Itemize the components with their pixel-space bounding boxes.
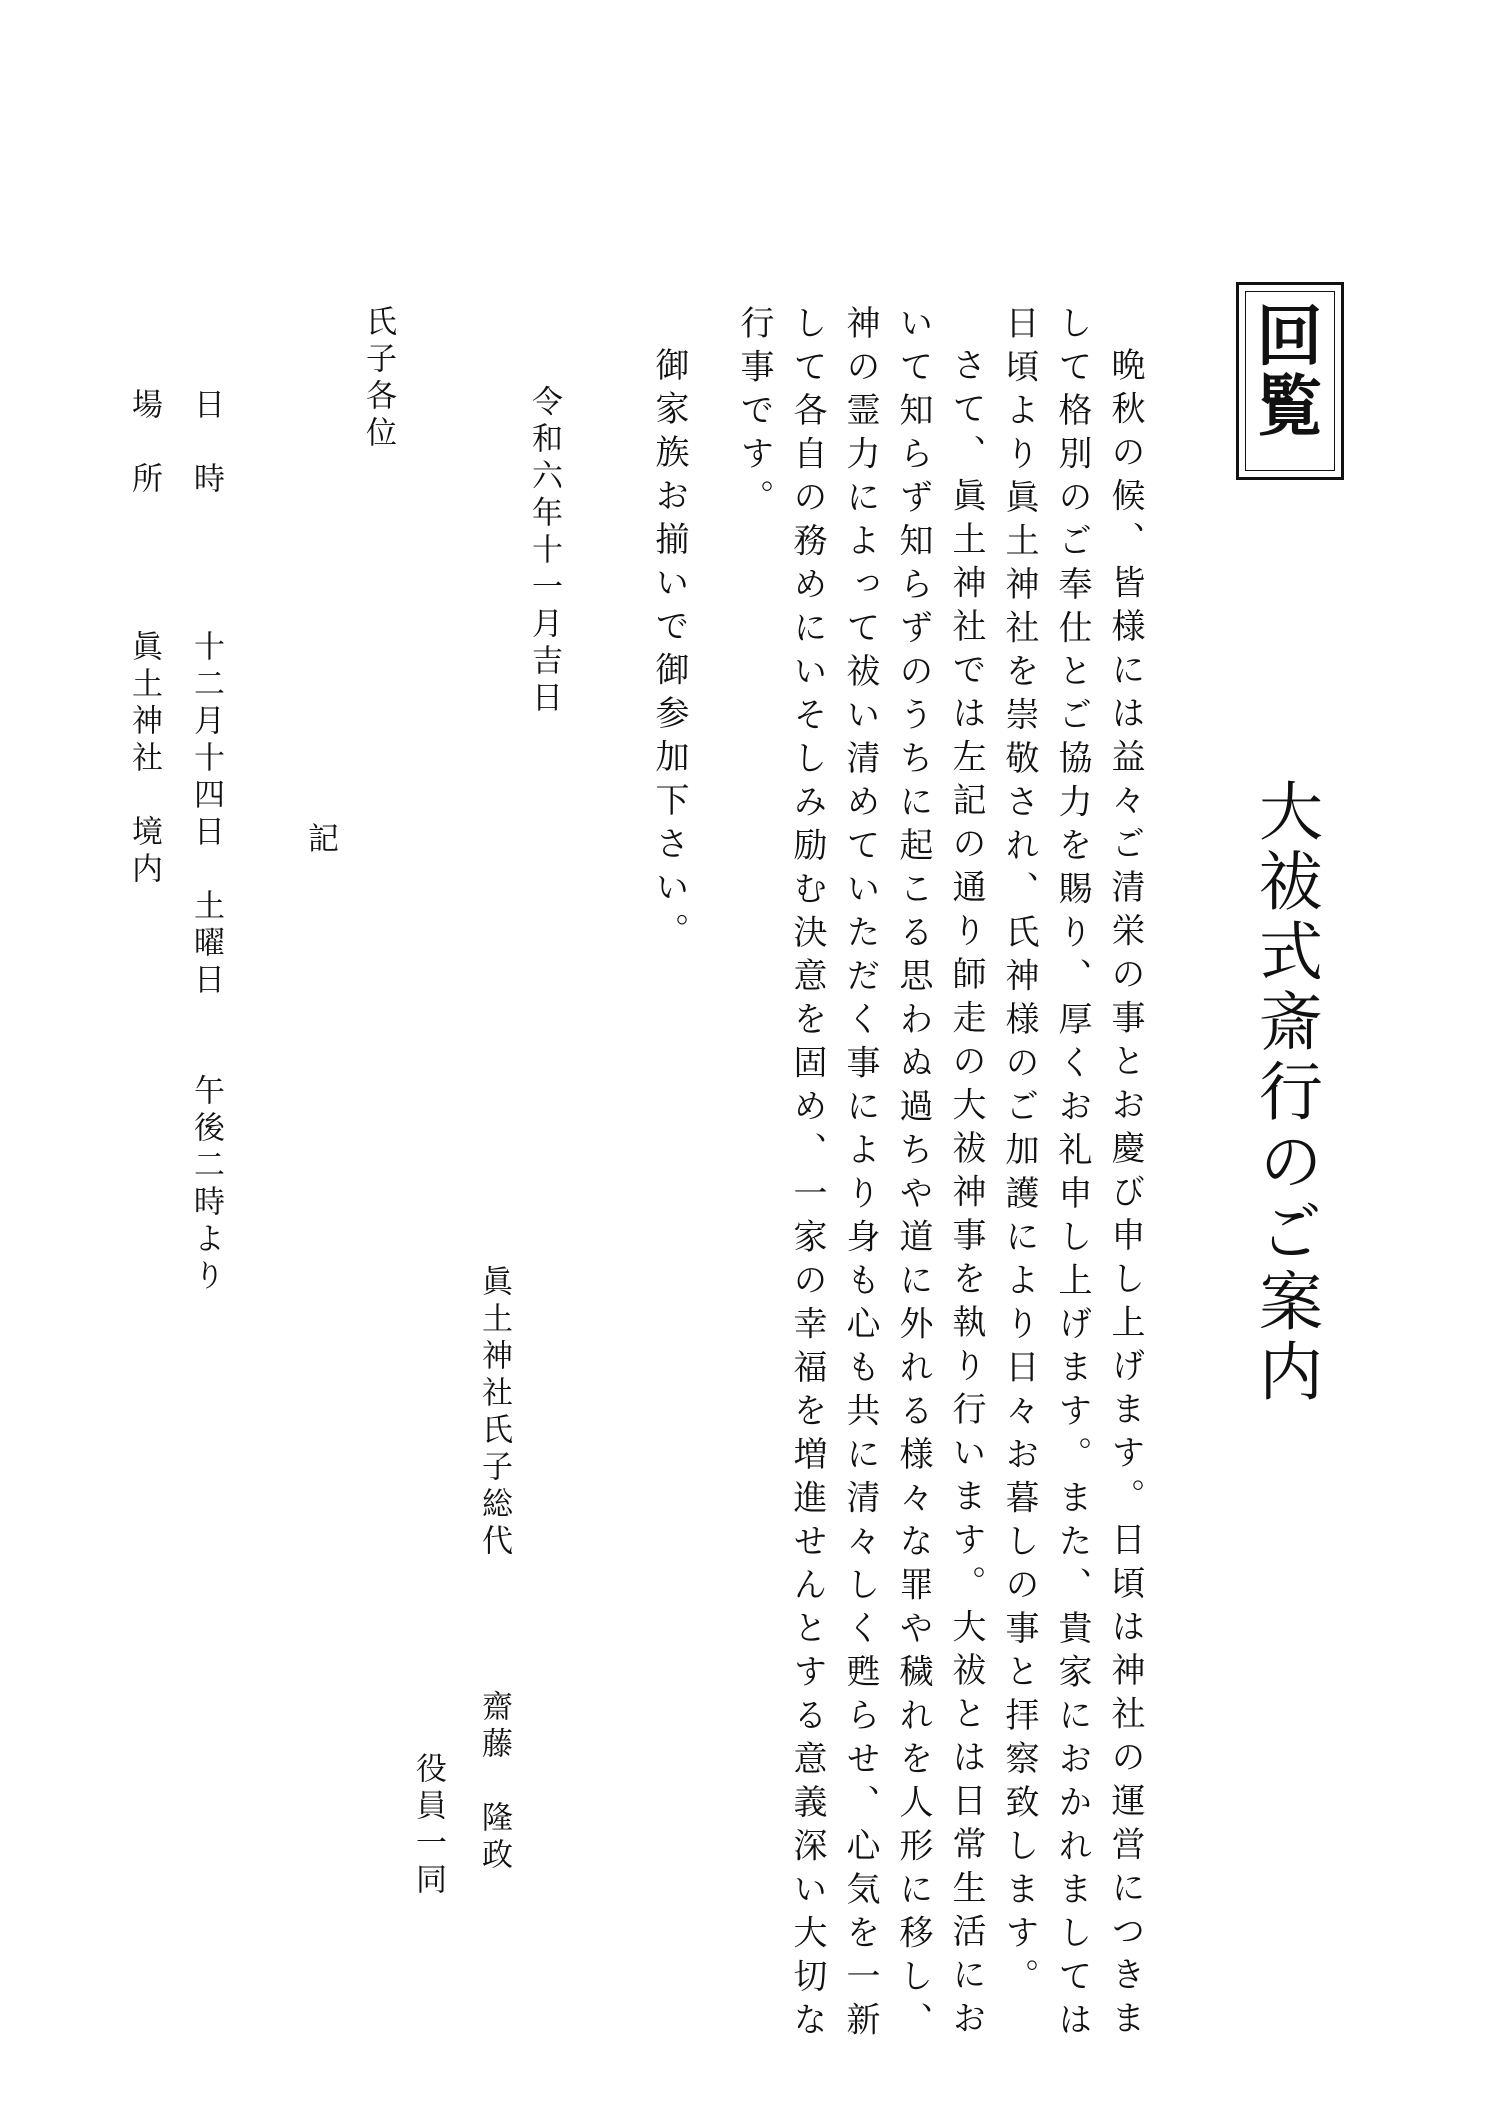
- body-line-3: 日頃より眞土神社を崇敬され、氏神様のご加護により日々お暮しの事と拝察致します。: [999, 305, 1039, 2002]
- datetime-value: 十二月十四日 土曜日 午後二時より: [188, 630, 224, 1296]
- datetime-label: 日 時: [188, 388, 224, 499]
- sender-officers: 役員一同: [410, 1752, 446, 1900]
- circular-label-box: [1236, 282, 1344, 480]
- sender-name: 齋藤 隆政: [476, 1690, 512, 1875]
- body-line-9: 御家族お揃いで御参加下さい。: [649, 347, 689, 956]
- ki-mark: 記: [302, 822, 338, 859]
- issue-date: 令和六年十一月吉日: [526, 385, 562, 718]
- sender-organization: 眞土神社氏子総代: [476, 1265, 512, 1561]
- body-line-6: 神の霊力によって祓い清めていただく事により身も心も共に清々しく甦らせ、心気を一新: [840, 305, 880, 2045]
- body-line-2: して格別のご奉仕とご協力を賜り、厚くお礼申し上げます。また、貴家におかれましては: [1052, 305, 1092, 2045]
- body-line-1: 晩秋の候、皆様には益々ご清栄の事とお慶び申し上げます。日頃は神社の運営につきま: [1105, 347, 1145, 2044]
- body-line-7: して各自の務めにいそしみ励む決意を固め、一家の幸福を増進せんとする意義深い大切な: [787, 305, 827, 2045]
- place-label: 場 所: [126, 388, 162, 499]
- recipient: 氏子各位: [360, 305, 396, 453]
- body-line-8: 行事です。: [734, 305, 774, 523]
- body-line-4: さて、眞土神社では左記の通り師走の大祓神事を執り行います。大祓とは日常生活にお: [946, 347, 986, 2044]
- place-value: 眞土神社 境内: [126, 630, 162, 889]
- body-line-5: いて知らず知らずのうちに起こる思わぬ過ちや道に外れる様々な罪や穢れを人形に移し、: [893, 305, 933, 2045]
- notice-title: 大祓式斎行のご案内: [1248, 778, 1322, 1408]
- circular-label: 回覧: [1245, 301, 1323, 441]
